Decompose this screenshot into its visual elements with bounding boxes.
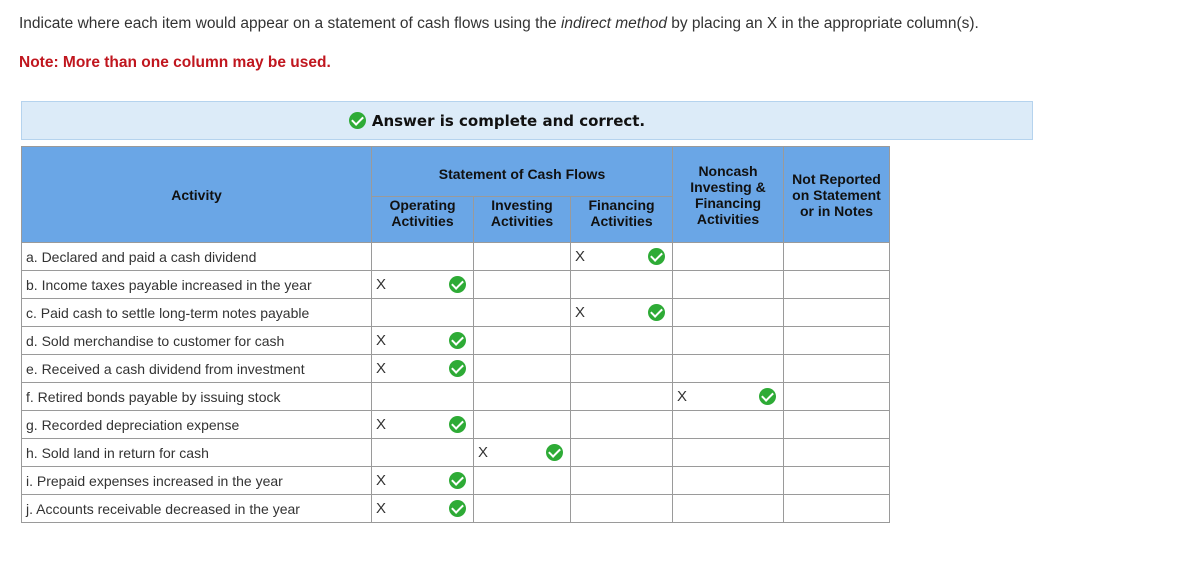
cell-operating[interactable] bbox=[372, 271, 474, 299]
cell-operating[interactable] bbox=[372, 299, 474, 327]
table-row bbox=[22, 271, 890, 299]
check-circle-icon bbox=[449, 276, 466, 293]
check-circle-icon bbox=[648, 304, 665, 321]
cell-noncash[interactable] bbox=[673, 327, 784, 355]
cell-investing[interactable] bbox=[474, 299, 571, 327]
activity-label: d. Sold merchandise to customer for cash bbox=[22, 327, 372, 355]
cell-notreported[interactable] bbox=[784, 299, 890, 327]
cell-noncash[interactable] bbox=[673, 495, 784, 523]
check-circle-icon bbox=[449, 360, 466, 377]
activity-label: a. Declared and paid a cash dividend bbox=[22, 243, 372, 271]
answer-banner bbox=[21, 101, 1033, 140]
x-mark: X bbox=[376, 472, 387, 489]
x-mark: X bbox=[478, 444, 489, 461]
not-reported-header: Not Reported on Statement or in Notes bbox=[784, 147, 890, 243]
x-mark: X bbox=[575, 248, 586, 265]
activity-header: Activity bbox=[22, 147, 372, 243]
cell-noncash[interactable] bbox=[673, 467, 784, 495]
cell-investing[interactable] bbox=[474, 383, 571, 411]
cell-noncash[interactable] bbox=[673, 243, 784, 271]
cell-financing[interactable] bbox=[571, 355, 673, 383]
cash-flow-table bbox=[21, 146, 890, 523]
activity-label: g. Recorded depreciation expense bbox=[22, 411, 372, 439]
instructions bbox=[19, 14, 1059, 34]
check-circle-icon bbox=[449, 500, 466, 517]
cell-financing[interactable] bbox=[571, 243, 673, 271]
cell-notreported[interactable] bbox=[784, 355, 890, 383]
activity-label: h. Sold land in return for cash bbox=[22, 439, 372, 467]
table-row bbox=[22, 439, 890, 467]
table-row bbox=[22, 327, 890, 355]
cell-notreported[interactable] bbox=[784, 327, 890, 355]
cell-investing[interactable] bbox=[474, 439, 571, 467]
check-circle-icon bbox=[449, 416, 466, 433]
table-row bbox=[22, 355, 890, 383]
banner-text: Answer is complete and correct. bbox=[371, 111, 646, 130]
cell-notreported[interactable] bbox=[784, 411, 890, 439]
cell-operating[interactable] bbox=[372, 439, 474, 467]
x-mark: X bbox=[575, 304, 586, 321]
table-row bbox=[22, 383, 890, 411]
cell-notreported[interactable] bbox=[784, 243, 890, 271]
cell-investing[interactable] bbox=[474, 327, 571, 355]
note: Note: More than one column may be used. bbox=[19, 54, 331, 71]
cell-investing[interactable] bbox=[474, 271, 571, 299]
investing-header: Investing Activities bbox=[474, 197, 571, 243]
cell-investing[interactable] bbox=[474, 243, 571, 271]
statement-group-header: Statement of Cash Flows bbox=[372, 147, 673, 197]
cell-operating[interactable] bbox=[372, 411, 474, 439]
cell-notreported[interactable] bbox=[784, 495, 890, 523]
x-mark: X bbox=[376, 276, 387, 293]
cell-operating[interactable] bbox=[372, 383, 474, 411]
activity-label: c. Paid cash to settle long-term notes payable bbox=[22, 299, 372, 327]
activity-label: b. Income taxes payable increased in the year bbox=[22, 271, 372, 299]
cell-operating[interactable] bbox=[372, 243, 474, 271]
cell-financing[interactable] bbox=[571, 411, 673, 439]
cell-investing[interactable] bbox=[474, 495, 571, 523]
check-circle-icon bbox=[648, 248, 665, 265]
table-row bbox=[22, 411, 890, 439]
cell-noncash[interactable] bbox=[673, 439, 784, 467]
cell-noncash[interactable] bbox=[673, 299, 784, 327]
instructions-text-1: Indicate where each item would appear on a statement of cash flows using the bbox=[19, 15, 561, 32]
cell-notreported[interactable] bbox=[784, 467, 890, 495]
cell-financing[interactable] bbox=[571, 271, 673, 299]
table-row bbox=[22, 243, 890, 271]
cell-financing[interactable] bbox=[571, 383, 673, 411]
cell-notreported[interactable] bbox=[784, 439, 890, 467]
cell-notreported[interactable] bbox=[784, 271, 890, 299]
financing-header: Financing Activities bbox=[571, 197, 673, 243]
cell-financing[interactable] bbox=[571, 439, 673, 467]
x-mark: X bbox=[376, 416, 387, 433]
table-body bbox=[22, 243, 890, 523]
cell-operating[interactable] bbox=[372, 355, 474, 383]
x-mark: X bbox=[677, 388, 688, 405]
cell-noncash[interactable] bbox=[673, 411, 784, 439]
operating-header: Operating Activities bbox=[372, 197, 474, 243]
cell-financing[interactable] bbox=[571, 467, 673, 495]
noncash-header: Noncash Investing & Financing Activities bbox=[673, 147, 784, 243]
cell-notreported[interactable] bbox=[784, 383, 890, 411]
table-row bbox=[22, 467, 890, 495]
activity-label: i. Prepaid expenses increased in the year bbox=[22, 467, 372, 495]
x-mark: X bbox=[376, 332, 387, 349]
instructions-text-2: by placing an X in the appropriate column(s). bbox=[666, 15, 979, 32]
cell-noncash[interactable] bbox=[673, 271, 784, 299]
activity-label: f. Retired bonds payable by issuing stock bbox=[22, 383, 372, 411]
x-mark: X bbox=[376, 500, 387, 517]
cell-investing[interactable] bbox=[474, 467, 571, 495]
instructions-emphasis: indirect method bbox=[560, 15, 667, 32]
cell-investing[interactable] bbox=[474, 411, 571, 439]
x-mark: X bbox=[376, 360, 387, 377]
check-circle-icon bbox=[449, 332, 466, 349]
cell-operating[interactable] bbox=[372, 495, 474, 523]
table-row bbox=[22, 495, 890, 523]
cell-operating[interactable] bbox=[372, 467, 474, 495]
cell-financing[interactable] bbox=[571, 495, 673, 523]
cell-noncash[interactable] bbox=[673, 383, 784, 411]
check-circle-icon bbox=[546, 444, 563, 461]
cell-financing[interactable] bbox=[571, 299, 673, 327]
table-row bbox=[22, 299, 890, 327]
activity-label: e. Received a cash dividend from investment bbox=[22, 355, 372, 383]
check-circle-icon bbox=[449, 472, 466, 489]
check-circle-icon bbox=[759, 388, 776, 405]
cell-investing[interactable] bbox=[474, 355, 571, 383]
cell-financing[interactable] bbox=[571, 327, 673, 355]
cell-operating[interactable] bbox=[372, 327, 474, 355]
cell-noncash[interactable] bbox=[673, 355, 784, 383]
check-circle-icon bbox=[349, 112, 366, 129]
activity-label: j. Accounts receivable decreased in the year bbox=[22, 495, 372, 523]
